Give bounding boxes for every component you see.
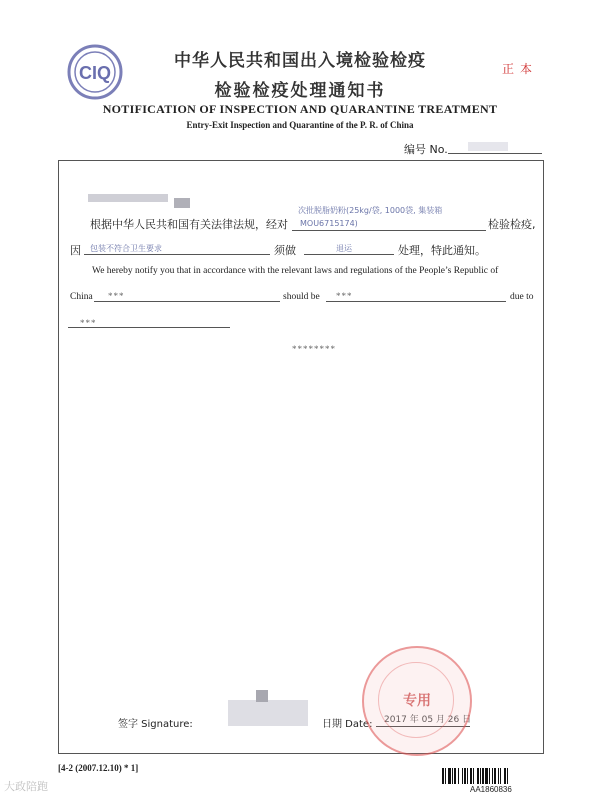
barcode-bar bbox=[494, 768, 496, 784]
barcode-bar bbox=[473, 768, 474, 784]
goods-handwritten-2: MOU6715174) bbox=[300, 219, 358, 228]
barcode-bar bbox=[458, 768, 459, 784]
cn-line1-suffix: 检验检疫, bbox=[488, 218, 536, 231]
cn-line1-prefix: 根据中华人民共和国有关法律法规，经对 bbox=[90, 218, 288, 231]
barcode-bar bbox=[485, 768, 488, 784]
reason-handwritten: 包装不符合卫生要求 bbox=[90, 244, 162, 253]
cn-line2-mid: 须做 bbox=[274, 244, 296, 257]
title-cn-line1: 中华人民共和国出入境检验检疫 bbox=[174, 51, 426, 71]
en-underline-2 bbox=[326, 301, 506, 302]
en-line1: We hereby notify you that in accordance with the relevant laws and regulations of the People’s Republic of bbox=[92, 266, 499, 276]
treatment-handwritten: 退运 bbox=[336, 244, 352, 253]
seal-text: 专用 bbox=[403, 693, 431, 709]
barcode-bar bbox=[442, 768, 444, 784]
serial-label: 编号 No. bbox=[404, 143, 448, 156]
en-stars-3: *** bbox=[80, 318, 97, 328]
date-value: 2017 年 05 月 26 日 bbox=[384, 715, 472, 725]
watermark: 大政陪跑 bbox=[4, 780, 48, 793]
ciq-logo bbox=[66, 44, 124, 100]
barcode-bar bbox=[470, 768, 472, 784]
barcode-bar bbox=[492, 768, 493, 784]
barcode-bar bbox=[480, 768, 481, 784]
serial-underline bbox=[448, 153, 542, 154]
en-stars-2: *** bbox=[336, 291, 353, 301]
barcode-bar bbox=[500, 768, 501, 784]
en-underline-1 bbox=[94, 301, 280, 302]
en-line2-b: should be bbox=[283, 292, 320, 302]
reason-underline bbox=[84, 254, 270, 255]
separator-stars: ******** bbox=[292, 344, 336, 354]
barcode-bar bbox=[477, 768, 479, 784]
goods-underline bbox=[292, 230, 486, 231]
barcode-bar bbox=[504, 768, 506, 784]
en-stars-1: *** bbox=[108, 291, 125, 301]
title-cn-line2: 检验检疫处理通知书 bbox=[214, 81, 386, 101]
goods-handwritten-1: 次批脱脂奶粉(25kg/袋, 1000袋, 集装箱 bbox=[298, 206, 443, 215]
signature-redacted-dark bbox=[256, 690, 268, 702]
barcode-bar bbox=[445, 768, 446, 784]
cn-line2-prefix: 因 bbox=[70, 244, 81, 257]
treatment-underline bbox=[304, 254, 394, 255]
official-seal-stamp bbox=[362, 646, 472, 756]
en-line2-a: China bbox=[70, 292, 93, 302]
barcode-bar bbox=[507, 768, 508, 784]
title-en: NOTIFICATION OF INSPECTION AND QUARANTINE TREATMENT bbox=[102, 102, 498, 116]
barcode bbox=[442, 768, 546, 784]
cn-line2-suffix: 处理，特此通知。 bbox=[398, 244, 486, 257]
en-line2-c: due to bbox=[510, 292, 534, 302]
barcode-bar bbox=[489, 768, 490, 784]
logo-text: CIQ bbox=[78, 63, 112, 83]
barcode-number: AA1860836 bbox=[470, 785, 512, 794]
date-label: 日期 Date: bbox=[322, 719, 373, 730]
signature-redacted bbox=[228, 700, 308, 726]
barcode-bar bbox=[462, 768, 463, 784]
barcode-bar bbox=[467, 768, 468, 784]
barcode-bar bbox=[464, 768, 466, 784]
barcode-bar bbox=[482, 768, 484, 784]
signature-label: 签字 Signature: bbox=[118, 719, 193, 730]
addressee-redacted-dark bbox=[174, 198, 190, 208]
copy-mark: 正本 bbox=[501, 62, 538, 76]
subtitle-en: Entry-Exit Inspection and Quarantine of the P. R. of China bbox=[186, 120, 414, 130]
serial-redacted bbox=[468, 142, 508, 151]
addressee-redacted bbox=[88, 194, 168, 202]
barcode-bar bbox=[454, 768, 456, 784]
form-code: [4-2 (2007.12.10) * 1] bbox=[58, 763, 139, 773]
barcode-bar bbox=[448, 768, 451, 784]
barcode-bar bbox=[498, 768, 499, 784]
barcode-bar bbox=[452, 768, 453, 784]
en-underline-3 bbox=[68, 327, 230, 328]
